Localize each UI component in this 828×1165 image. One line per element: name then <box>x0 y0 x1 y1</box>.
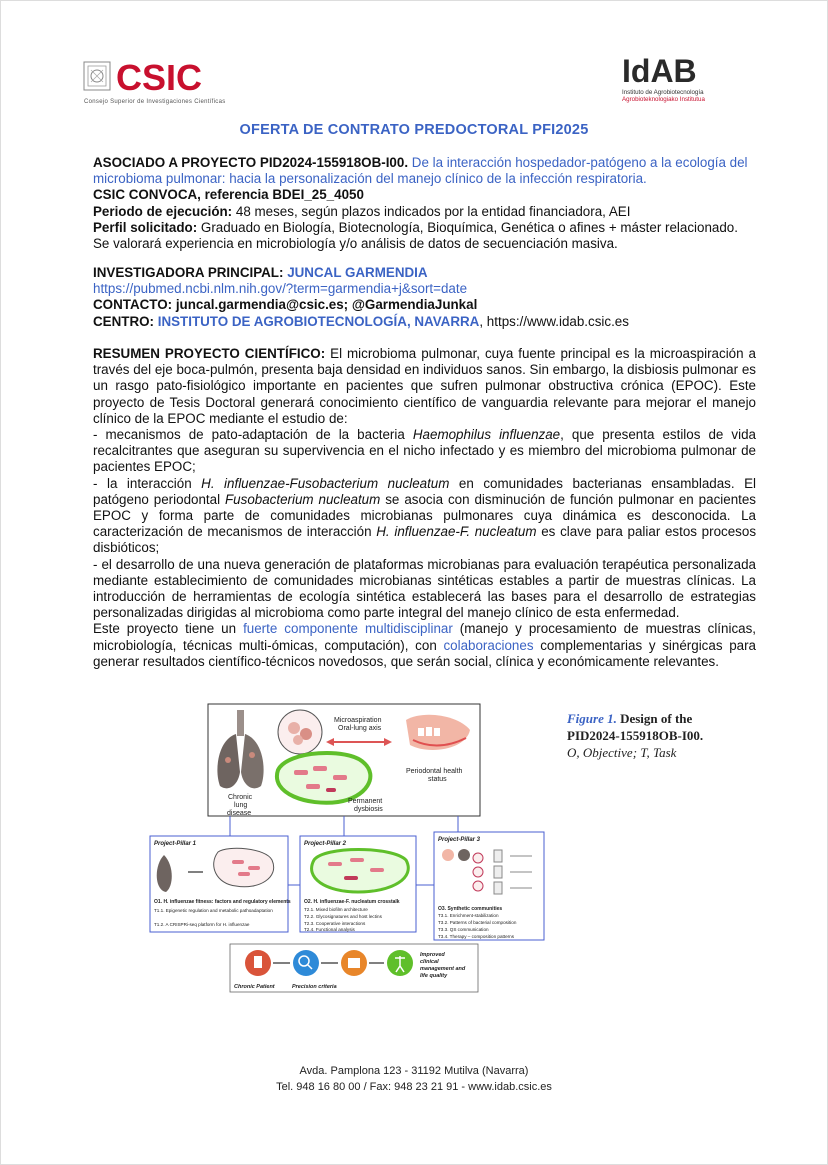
idab-line2: Agrobioteknologiako Institutua <box>622 96 705 103</box>
pillar-3-task-4: T3.4. Therapy – composition patterns <box>438 934 515 939</box>
investigator-label: INVESTIGADORA PRINCIPAL: <box>93 265 284 280</box>
figure-caption <box>567 710 717 761</box>
centro-name[interactable]: INSTITUTO DE AGROBIOTECNOLOGÍA, NAVARRA <box>157 313 480 329</box>
figure-diagram <box>148 700 548 995</box>
convoca-line: CSIC CONVOCA, referencia BDEI_25_4050 <box>93 187 364 203</box>
idab-wordmark: IdAB <box>622 53 697 89</box>
oral-lung-axis-label: Oral-lung axis <box>338 725 382 732</box>
pillar-2-task-3: T2.3. Cooperative interactions <box>304 921 366 926</box>
summary-label: RESUMEN PROYECTO CIENTÍFICO: <box>93 346 326 361</box>
periodo-label: Periodo de ejecución: <box>93 203 233 219</box>
project-block <box>93 155 756 252</box>
project-title: De la interacción hospedador-patógeno a la ecología del microbioma pulmonar: hacia la personalización del manejo clínico de la infección respiratoria. <box>93 155 748 187</box>
idab-line1: Instituto de Agrobiotecnología <box>622 89 704 96</box>
footer <box>0 1063 828 1095</box>
pillar-3-objective: O3. Synthetic communities <box>438 906 503 912</box>
precision-criteria-label: Precision criteria <box>292 984 337 990</box>
caption-legend: O, Objective; T, Task <box>567 745 677 760</box>
footer-contact: Tel. 948 16 80 00 / Fax: 948 23 21 91 - www.idab.csic.es <box>276 1081 552 1093</box>
pillar-2-task-2: T2.2. Glycosignatures and host lectins <box>304 914 382 919</box>
pillar-1-objective: O1. H. influenzae fitness: factors and regulatory elements <box>154 899 291 905</box>
investigator-block <box>93 265 756 330</box>
multidisciplinar-link[interactable]: fuerte componente multidisciplinar <box>243 621 453 637</box>
alveoli-magnifier-icon <box>278 710 322 754</box>
bullet-3: - el desarrollo de una nueva generación de plataformas microbianas para evaluación terapéutica personalizada mediante establecimiento de comunidades microbianas sintéticas estables a partir de muestras clínicas. La introducción de herramientas de ecología sintética establecerá las bases para el desarrollo de estrategias personalizadas dirigidas al microbioma como parte integral del manejo clínico de esta enfermedad. <box>93 556 756 621</box>
summary-intro: El microbioma pulmonar, cuya fuente principal es la microaspiración a través del eje boca-pulmón, presenta baja densidad en individuos sanos. Sin embargo, la disbiosis pulmonar es un rasgo pato-fisiológico importante en pacientes que sufren pulmonar obstructiva crónica (EPOC). Este proyecto de Tesis Doctoral generará conocimiento científico de vanguardia relevante para mejorar el manejo clínico de la EPOC mediante el estudio de: <box>93 346 756 426</box>
periodo-value: 48 meses, según plazos indicados por la entidad financiadora, AEI <box>235 203 631 219</box>
periodontal-label-1: Periodontal health <box>406 768 463 775</box>
pillar-2-title: Project-Pillar 2 <box>304 841 347 847</box>
dysbiosis-label-2: dysbiosis <box>354 806 383 813</box>
project-label: ASOCIADO A PROYECTO PID2024-155918OB-I00. <box>93 155 409 170</box>
precision-criteria-icon <box>293 950 319 976</box>
chronic-lung-1: Chronic <box>228 794 253 801</box>
improved-label-3: management and <box>420 966 466 972</box>
caption-text: Design of the PID2024-155918OB-I00. <box>567 711 704 743</box>
chronic-lung-3: disease <box>227 810 252 817</box>
pubmed-link[interactable]: https://pubmed.ncbi.nlm.nih.gov/?term=garmendia+j&sort=date <box>93 281 468 297</box>
csic-logo <box>82 58 257 106</box>
dysbiosis-label-1: Permanent <box>348 798 383 805</box>
dysbiosis-blob-icon <box>277 753 370 803</box>
summary-block <box>93 346 756 670</box>
bullet-1: - mecanismos de pato-adaptación de la bacteria Haemophilus influenzae, que presenta estilos de vida recalcitrantes que aseguran su supervivencia en el nicho infectado y es miembro del microbioma pulmonar de pacientes EPOC; <box>93 427 756 475</box>
bullet-2: - la interacción H. influenzae-Fusobacterium nucleatum en comunidades bacterianas ensambladas. El patógeno periodontal Fusobacterium nucleatum se asocia con disminución de función pulmonar en pacientes EPOC y forma parte de comunidades microbianas pulmonares cuya dinámica es desconocida. La caracterización de mecanismos de interacción H. influenzae-F. nucleatum es clave para paliar estos procesos disbióticos; <box>93 475 757 556</box>
centro-url[interactable]: , https://www.idab.csic.es <box>479 313 629 329</box>
chronic-patient-icon <box>245 950 271 976</box>
pillar-2-task-4: T2.4. Functional analysis <box>304 927 355 932</box>
improved-label-2: clinical <box>420 959 439 965</box>
life-quality-icon <box>387 950 413 976</box>
pillar-3-title: Project-Pillar 3 <box>438 837 481 843</box>
improved-label-4: life quality <box>420 973 448 979</box>
project-figure <box>148 700 548 995</box>
colaboraciones-link[interactable]: colaboraciones <box>443 637 534 653</box>
idab-logo <box>612 50 727 106</box>
investigator-name[interactable]: JUNCAL GARMENDIA <box>287 265 428 280</box>
pillar-2-task-1: T2.1. Mixed biofilm architecture <box>304 907 368 912</box>
perfil-value: Graduado en Biología, Biotecnología, Bioquímica, Genética o afines + máster relacionado. Se valorará experiencia en microbiología y/o análisis de datos de secuenciación masiva. <box>93 219 738 252</box>
page-title: OFERTA DE CONTRATO PREDOCTORAL PFI2025 <box>239 122 589 138</box>
pillar-1-task-2: T1.2. A CRISPRi-seq platform for H. influenzae <box>154 922 250 927</box>
perfil-label: Perfil solicitado: <box>93 219 198 235</box>
clinical-management-icon <box>341 950 367 976</box>
centro-label: CENTRO: <box>93 313 154 329</box>
csic-emblem-icon <box>82 58 257 106</box>
chronic-lung-2: lung <box>234 802 248 809</box>
caption-label: Figure 1. <box>567 711 617 726</box>
chronic-patient-label: Chronic Patient <box>234 984 275 990</box>
summary-closing: Este proyecto tiene un fuerte componente multidisciplinar (manejo y procesamiento de muestras clínicas, microbiología, técnicas multi-ómicas, computación), con colaboraciones complementarias y sinérgicas para generar resultados científico-técnicos novedosos, que serán social, clínica y económicamente relevantes. <box>93 621 757 669</box>
pillar-1-task-1: T1.1. Epigenetic regulation and metabolic pathoadaptation <box>154 908 273 913</box>
pillar-2-objective: O2. H. influenzae-F. nucleatum crosstalk <box>304 899 400 905</box>
pillar-1-title: Project-Pillar 1 <box>154 841 197 847</box>
periodontal-label-2: status <box>428 776 447 783</box>
csic-wordmark: CSIC <box>116 58 203 98</box>
pillar-3-task-2: T3.2. Patterns of bacterial composition <box>438 920 517 925</box>
csic-subtitle: Consejo Superior de Investigaciones Científicas <box>84 99 226 105</box>
microaspiration-label: Microaspiration <box>334 717 382 724</box>
footer-address: Avda. Pamplona 123 - 31192 Mutilva (Navarra) <box>299 1065 529 1077</box>
pillar-3-task-3: T3.3. QS communication <box>438 927 489 932</box>
pillar-3-task-1: T3.1. Enrichment-stabilization <box>438 913 499 918</box>
improved-label-1: Improved <box>420 952 445 958</box>
pillar-2-illustration-icon <box>312 850 409 893</box>
idab-emblem-icon <box>612 50 727 106</box>
contact-line: CONTACTO: juncal.garmendia@csic.es; @GarmendiaJunkal <box>93 297 478 313</box>
